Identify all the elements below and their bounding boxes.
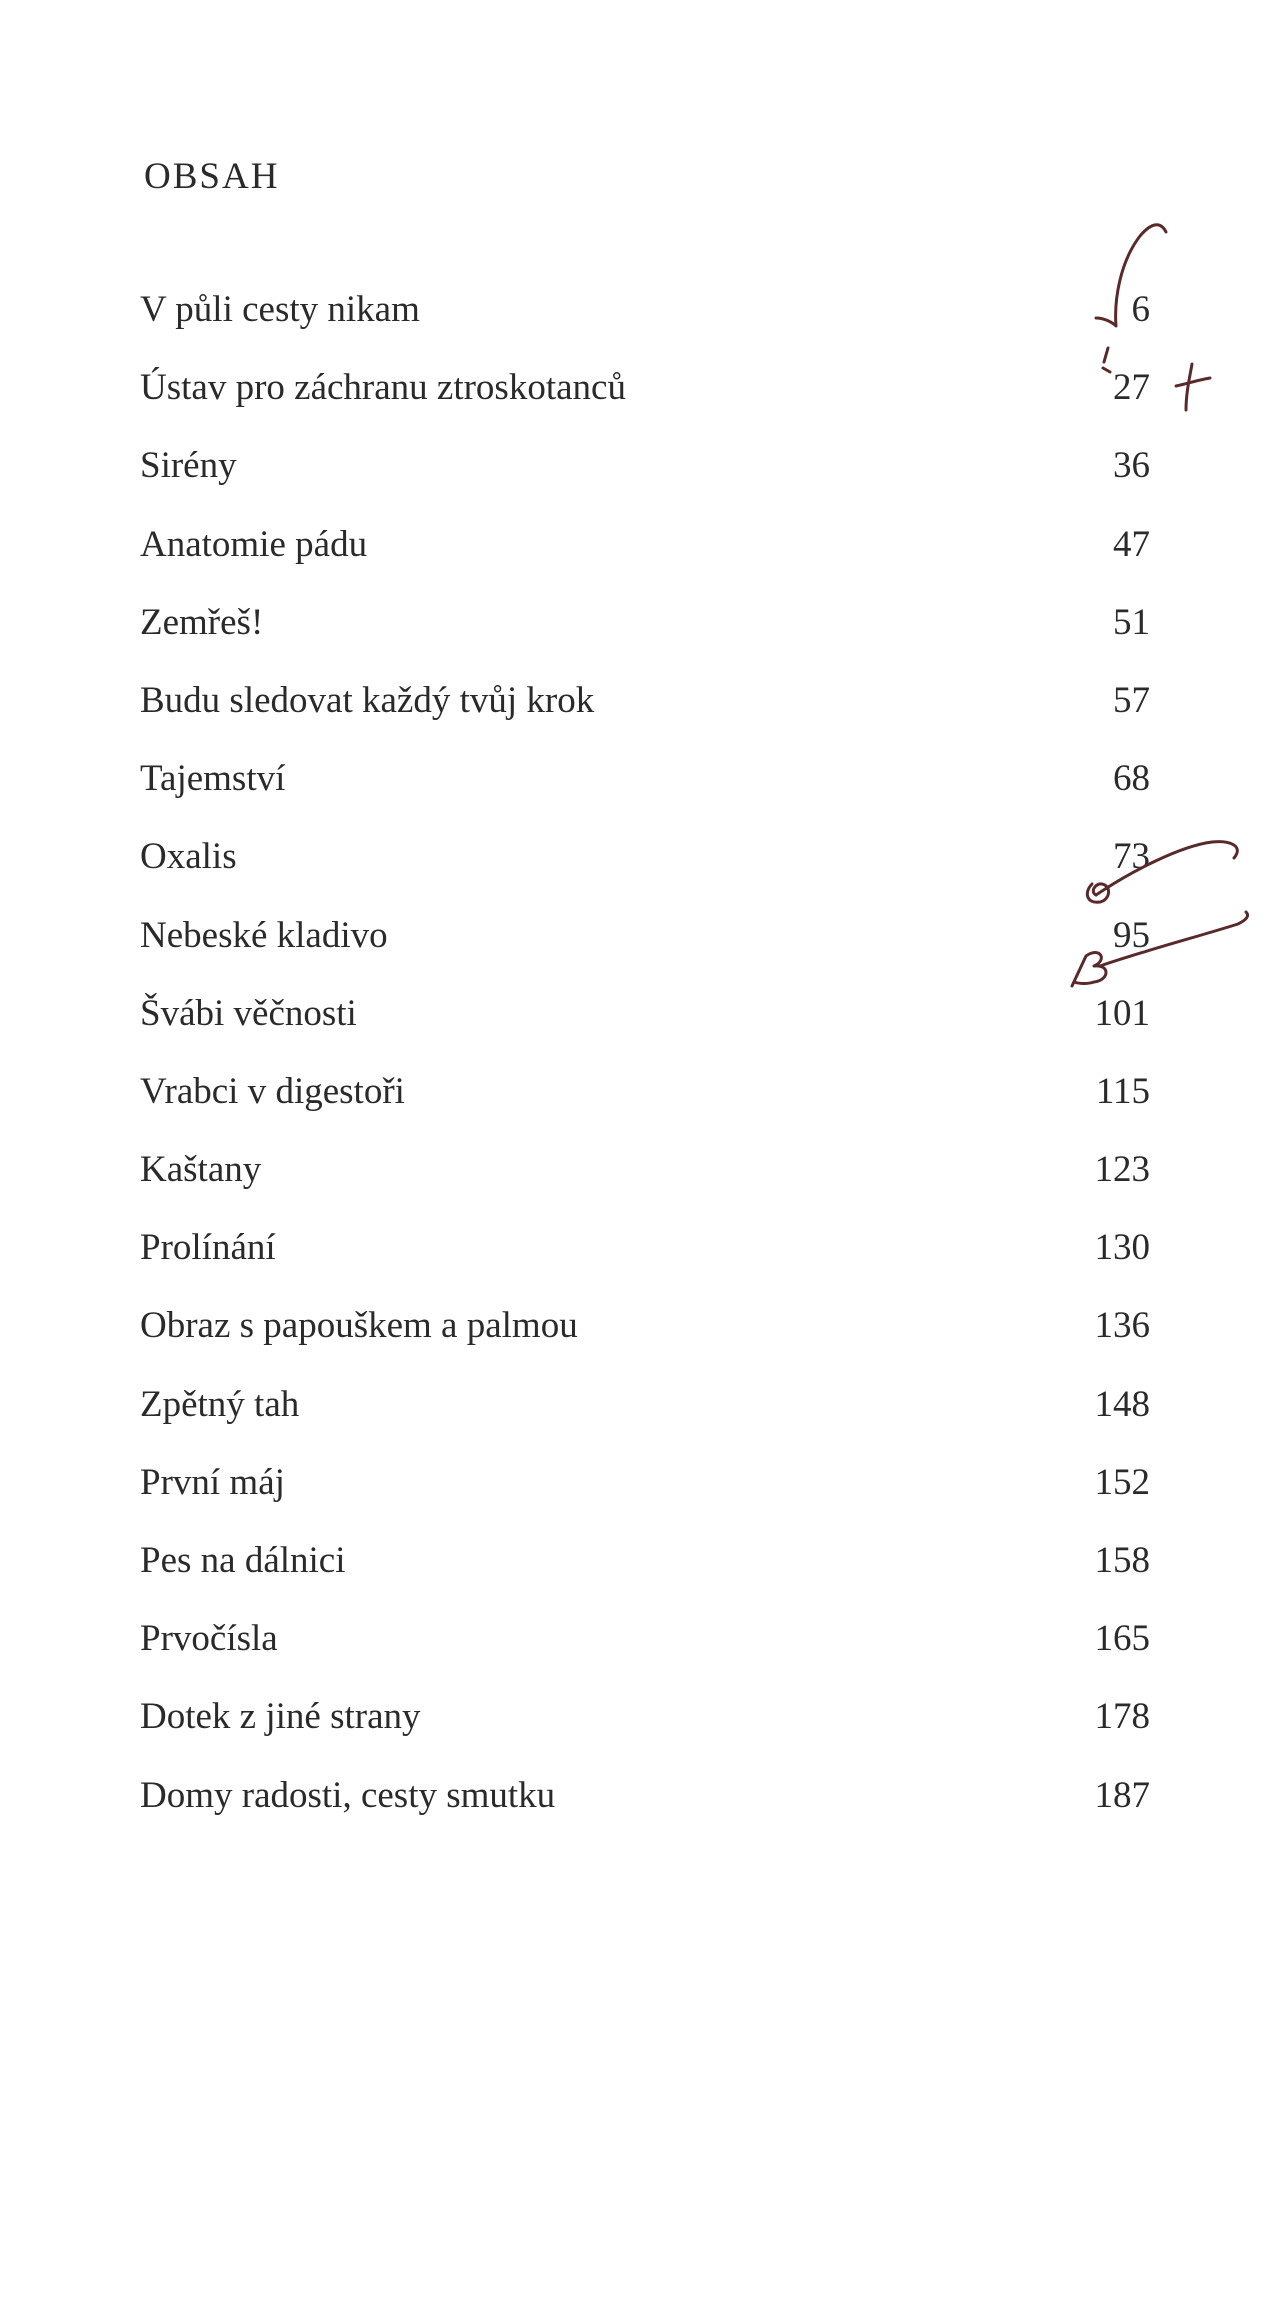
toc-entry — [140, 1693, 1150, 1771]
toc-entry — [140, 364, 1150, 442]
toc-entry-title: První máj — [140, 1461, 285, 1503]
toc-entry — [140, 1381, 1150, 1459]
toc-entry-page-number: 73 — [1113, 836, 1150, 878]
toc-entry-page-number: 123 — [1094, 1149, 1150, 1191]
toc-entry — [140, 990, 1150, 1068]
toc-entry-page-number: 68 — [1113, 758, 1150, 800]
toc-entry — [140, 1068, 1150, 1146]
toc-entry-title: Tajemství — [140, 758, 286, 800]
toc-entry — [140, 599, 1150, 677]
toc-entry — [140, 1772, 1150, 1850]
toc-entry-page-number: 130 — [1094, 1227, 1150, 1269]
toc-entry-page-number: 27 — [1113, 367, 1150, 409]
toc-entry-page-number: 152 — [1094, 1461, 1150, 1503]
toc-entry-title: Budu sledovat každý tvůj krok — [140, 679, 595, 721]
toc-entry-title: Zemřeš! — [140, 601, 264, 643]
toc-entry — [140, 1615, 1150, 1693]
toc-entry — [140, 755, 1150, 833]
toc-entry-page-number: 57 — [1113, 679, 1150, 721]
page-title: OBSAH — [144, 156, 280, 197]
toc-entry-page-number: 51 — [1113, 601, 1150, 643]
toc-list — [140, 286, 1150, 1850]
toc-entry-title: Obraz s papouškem a palmou — [140, 1305, 578, 1347]
t-mark-icon — [1176, 364, 1210, 410]
toc-entry-title: Zpětný tah — [140, 1383, 300, 1425]
toc-entry-title: Švábi věčnosti — [140, 992, 357, 1034]
toc-entry-title: Nebeské kladivo — [140, 914, 388, 956]
toc-entry — [140, 442, 1150, 520]
toc-entry — [140, 1537, 1150, 1615]
toc-entry — [140, 1302, 1150, 1380]
toc-entry-title: Kaštany — [140, 1149, 262, 1191]
toc-entry — [140, 1224, 1150, 1302]
toc-entry-page-number: 36 — [1113, 445, 1150, 487]
toc-entry-page-number: 165 — [1094, 1618, 1150, 1660]
toc-entry-title: Dotek z jiné strany — [140, 1696, 421, 1738]
toc-entry-page-number: 136 — [1094, 1305, 1150, 1347]
toc-entry-title: Vrabci v digestoři — [140, 1070, 405, 1112]
toc-entry-title: Prvočísla — [140, 1618, 278, 1660]
toc-entry — [140, 677, 1150, 755]
toc-entry-page-number: 158 — [1094, 1540, 1150, 1581]
toc-entry-title: Prolínání — [140, 1227, 276, 1269]
toc-entry-page-number: 187 — [1094, 1774, 1150, 1816]
toc-entry-page-number: 115 — [1095, 1070, 1150, 1112]
toc-entry-title: Sirény — [140, 445, 237, 487]
toc-entry-title: Anatomie pádu — [140, 523, 368, 565]
toc-entry-page-number: 47 — [1113, 523, 1150, 565]
toc-entry — [140, 833, 1150, 911]
toc-entry-title: Pes na dálnici — [140, 1540, 346, 1581]
toc-entry-title: Oxalis — [140, 836, 237, 878]
toc-entry-page-number: 101 — [1094, 992, 1150, 1034]
toc-entry-title: Domy radosti, cesty smutku — [140, 1774, 556, 1816]
toc-entry — [140, 1459, 1150, 1537]
toc-entry-page-number: 178 — [1094, 1696, 1150, 1738]
toc-entry — [140, 1146, 1150, 1224]
toc-entry-title: V půli cesty nikam — [140, 289, 420, 330]
toc-entry — [140, 912, 1150, 990]
toc-entry — [140, 521, 1150, 599]
toc-entry-page-number: 148 — [1094, 1383, 1150, 1425]
toc-entry-page-number: 6 — [1131, 289, 1150, 330]
toc-entry-page-number: 95 — [1113, 914, 1150, 956]
toc-entry-title: Ústav pro záchranu ztroskotanců — [140, 367, 626, 409]
toc-entry — [140, 286, 1150, 364]
